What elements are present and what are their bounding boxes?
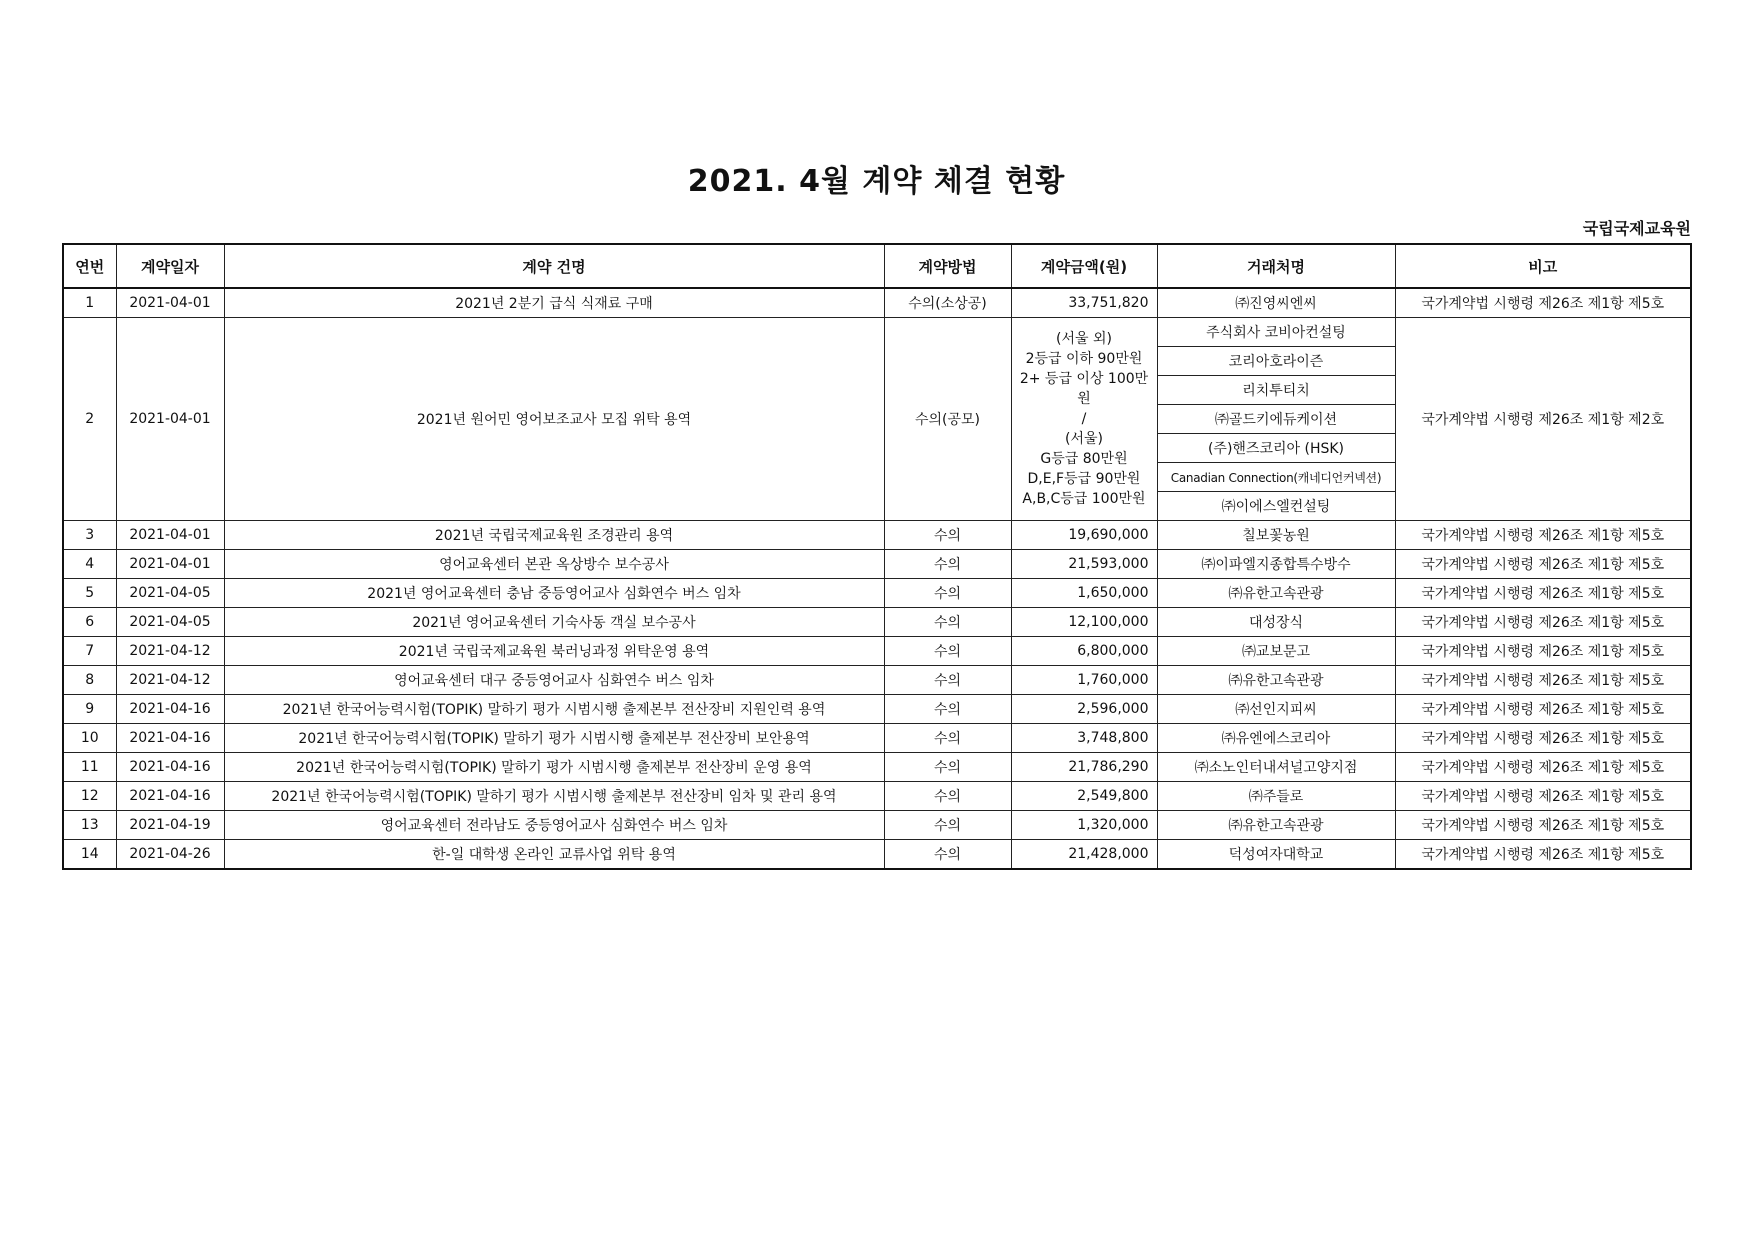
cell-method: 수의(공모) [884, 318, 1011, 521]
organization-name: 국립국제교육원 [1582, 219, 1691, 238]
amount-line: G등급 80만원 [1040, 451, 1128, 467]
cell-vendor: Canadian Connection(캐네디언커넥션) [1157, 463, 1395, 492]
cell-vendor: ㈜유엔에스코리아 [1157, 724, 1395, 753]
cell-contract-name: 영어교육센터 전라남도 중등영어교사 심화연수 버스 임차 [224, 811, 884, 840]
cell-no: 5 [63, 579, 116, 608]
cell-vendor: ㈜유한고속관광 [1157, 579, 1395, 608]
cell-amount: 1,320,000 [1011, 811, 1157, 840]
cell-amount: 19,690,000 [1011, 521, 1157, 550]
header-row [63, 244, 1691, 288]
cell-amount-multiline [1011, 318, 1157, 521]
cell-date: 2021-04-01 [116, 550, 224, 579]
cell-method: 수의 [884, 666, 1011, 695]
cell-date: 2021-04-19 [116, 811, 224, 840]
header-date: 계약일자 [116, 244, 224, 288]
cell-date: 2021-04-16 [116, 753, 224, 782]
cell-vendor: 코리아호라이즌 [1157, 347, 1395, 376]
cell-vendor: ㈜진영씨엔씨 [1157, 288, 1395, 318]
cell-method: 수의 [884, 579, 1011, 608]
cell-date: 2021-04-26 [116, 840, 224, 870]
cell-no: 9 [63, 695, 116, 724]
cell-no: 12 [63, 782, 116, 811]
amount-line: A,B,C등급 100만원 [1022, 491, 1146, 507]
table-row [63, 666, 1691, 695]
cell-contract-name: 2021년 국립국제교육원 북러닝과정 위탁운영 용역 [224, 637, 884, 666]
cell-method: 수의(소상공) [884, 288, 1011, 318]
cell-amount: 2,549,800 [1011, 782, 1157, 811]
cell-contract-name: 2021년 2분기 급식 식재료 구매 [224, 288, 884, 318]
cell-amount: 21,428,000 [1011, 840, 1157, 870]
amount-line: / [1081, 411, 1087, 427]
cell-amount: 2,596,000 [1011, 695, 1157, 724]
cell-date: 2021-04-01 [116, 521, 224, 550]
cell-method: 수의 [884, 811, 1011, 840]
amount-line: 2등급 이하 90만원 [1025, 351, 1143, 367]
cell-no: 4 [63, 550, 116, 579]
cell-method: 수의 [884, 753, 1011, 782]
header-note: 비고 [1395, 244, 1691, 288]
cell-method: 수의 [884, 840, 1011, 870]
cell-amount: 21,786,290 [1011, 753, 1157, 782]
cell-date: 2021-04-16 [116, 782, 224, 811]
cell-vendor: ㈜이파엘지종합특수방수 [1157, 550, 1395, 579]
table-row [63, 608, 1691, 637]
cell-vendor: 덕성여자대학교 [1157, 840, 1395, 870]
cell-no: 3 [63, 521, 116, 550]
cell-note: 국가계약법 시행령 제26조 제1항 제5호 [1395, 637, 1691, 666]
table-row [63, 579, 1691, 608]
header-method: 계약방법 [884, 244, 1011, 288]
cell-vendor: ㈜교보문고 [1157, 637, 1395, 666]
amount-line: D,E,F등급 90만원 [1027, 471, 1141, 487]
cell-date: 2021-04-12 [116, 637, 224, 666]
header-amount: 계약금액(원) [1011, 244, 1157, 288]
cell-amount: 1,650,000 [1011, 579, 1157, 608]
cell-method: 수의 [884, 521, 1011, 550]
amount-line: (서울) [1065, 431, 1103, 447]
cell-vendor: ㈜골드키에듀케이션 [1157, 405, 1395, 434]
cell-note: 국가계약법 시행령 제26조 제1항 제5호 [1395, 724, 1691, 753]
cell-no: 1 [63, 288, 116, 318]
cell-contract-name: 영어교육센터 대구 중등영어교사 심화연수 버스 임차 [224, 666, 884, 695]
cell-vendor: ㈜소노인터내셔널고양지점 [1157, 753, 1395, 782]
cell-contract-name: 2021년 영어교육센터 기숙사동 객실 보수공사 [224, 608, 884, 637]
cell-method: 수의 [884, 608, 1011, 637]
cell-no: 11 [63, 753, 116, 782]
cell-no: 6 [63, 608, 116, 637]
cell-vendor: ㈜유한고속관광 [1157, 811, 1395, 840]
header-no: 연번 [63, 244, 116, 288]
cell-no: 7 [63, 637, 116, 666]
table-row [63, 637, 1691, 666]
cell-vendor: (주)핸즈코리아 (HSK) [1157, 434, 1395, 463]
cell-no: 8 [63, 666, 116, 695]
cell-note: 국가계약법 시행령 제26조 제1항 제5호 [1395, 608, 1691, 637]
cell-method: 수의 [884, 724, 1011, 753]
cell-note: 국가계약법 시행령 제26조 제1항 제5호 [1395, 840, 1691, 870]
cell-method: 수의 [884, 695, 1011, 724]
cell-contract-name: 2021년 원어민 영어보조교사 모집 위탁 용역 [224, 318, 884, 521]
cell-note: 국가계약법 시행령 제26조 제1항 제2호 [1395, 318, 1691, 521]
cell-date: 2021-04-01 [116, 318, 224, 521]
cell-date: 2021-04-05 [116, 608, 224, 637]
contract-table [62, 243, 1692, 870]
cell-amount: 6,800,000 [1011, 637, 1157, 666]
cell-vendor: 대성장식 [1157, 608, 1395, 637]
cell-note: 국가계약법 시행령 제26조 제1항 제5호 [1395, 579, 1691, 608]
table-row [63, 724, 1691, 753]
cell-vendor: ㈜유한고속관광 [1157, 666, 1395, 695]
cell-amount: 21,593,000 [1011, 550, 1157, 579]
table-row [63, 840, 1691, 870]
cell-contract-name: 2021년 한국어능력시험(TOPIK) 말하기 평가 시범시행 출제본부 전산장비 운영 용역 [224, 753, 884, 782]
cell-no: 2 [63, 318, 116, 521]
table-row [63, 782, 1691, 811]
header-contract-name: 계약 건명 [224, 244, 884, 288]
cell-contract-name: 2021년 한국어능력시험(TOPIK) 말하기 평가 시범시행 출제본부 전산장비 임차 및 관리 용역 [224, 782, 884, 811]
cell-note: 국가계약법 시행령 제26조 제1항 제5호 [1395, 521, 1691, 550]
cell-date: 2021-04-16 [116, 695, 224, 724]
cell-note: 국가계약법 시행령 제26조 제1항 제5호 [1395, 550, 1691, 579]
cell-method: 수의 [884, 550, 1011, 579]
cell-contract-name: 한-일 대학생 온라인 교류사업 위탁 용역 [224, 840, 884, 870]
cell-amount: 1,760,000 [1011, 666, 1157, 695]
cell-no: 13 [63, 811, 116, 840]
cell-vendor: ㈜선인지피씨 [1157, 695, 1395, 724]
table-row-multi [63, 318, 1691, 347]
cell-date: 2021-04-12 [116, 666, 224, 695]
cell-vendor: 칠보꽃농원 [1157, 521, 1395, 550]
cell-contract-name: 영어교육센터 본관 옥상방수 보수공사 [224, 550, 884, 579]
cell-note: 국가계약법 시행령 제26조 제1항 제5호 [1395, 811, 1691, 840]
cell-note: 국가계약법 시행령 제26조 제1항 제5호 [1395, 782, 1691, 811]
header-vendor: 거래처명 [1157, 244, 1395, 288]
cell-contract-name: 2021년 국립국제교육원 조경관리 용역 [224, 521, 884, 550]
cell-note: 국가계약법 시행령 제26조 제1항 제5호 [1395, 753, 1691, 782]
cell-note: 국가계약법 시행령 제26조 제1항 제5호 [1395, 288, 1691, 318]
cell-date: 2021-04-05 [116, 579, 224, 608]
cell-note: 국가계약법 시행령 제26조 제1항 제5호 [1395, 666, 1691, 695]
cell-amount: 33,751,820 [1011, 288, 1157, 318]
cell-vendor: ㈜이에스엘컨설팅 [1157, 492, 1395, 521]
cell-no: 14 [63, 840, 116, 870]
cell-contract-name: 2021년 영어교육센터 충남 중등영어교사 심화연수 버스 임차 [224, 579, 884, 608]
cell-method: 수의 [884, 637, 1011, 666]
amount-line: 2+ 등급 이상 100만원 [1019, 371, 1149, 407]
cell-date: 2021-04-01 [116, 288, 224, 318]
document-title: 2021. 4월 계약 체결 현황 [687, 164, 1066, 199]
table-row [63, 288, 1691, 318]
cell-note: 국가계약법 시행령 제26조 제1항 제5호 [1395, 695, 1691, 724]
cell-vendor: 리치투티치 [1157, 376, 1395, 405]
cell-amount: 12,100,000 [1011, 608, 1157, 637]
cell-date: 2021-04-16 [116, 724, 224, 753]
table-row [63, 550, 1691, 579]
cell-vendor: 주식회사 코비아컨설팅 [1157, 318, 1395, 347]
table-row [63, 695, 1691, 724]
table-row [63, 753, 1691, 782]
amount-line: (서울 외) [1056, 331, 1112, 347]
cell-method: 수의 [884, 782, 1011, 811]
table-row [63, 811, 1691, 840]
cell-no: 10 [63, 724, 116, 753]
cell-vendor: ㈜주들로 [1157, 782, 1395, 811]
cell-contract-name: 2021년 한국어능력시험(TOPIK) 말하기 평가 시범시행 출제본부 전산장비 보안용역 [224, 724, 884, 753]
table-row [63, 521, 1691, 550]
cell-contract-name: 2021년 한국어능력시험(TOPIK) 말하기 평가 시범시행 출제본부 전산장비 지원인력 용역 [224, 695, 884, 724]
cell-amount: 3,748,800 [1011, 724, 1157, 753]
